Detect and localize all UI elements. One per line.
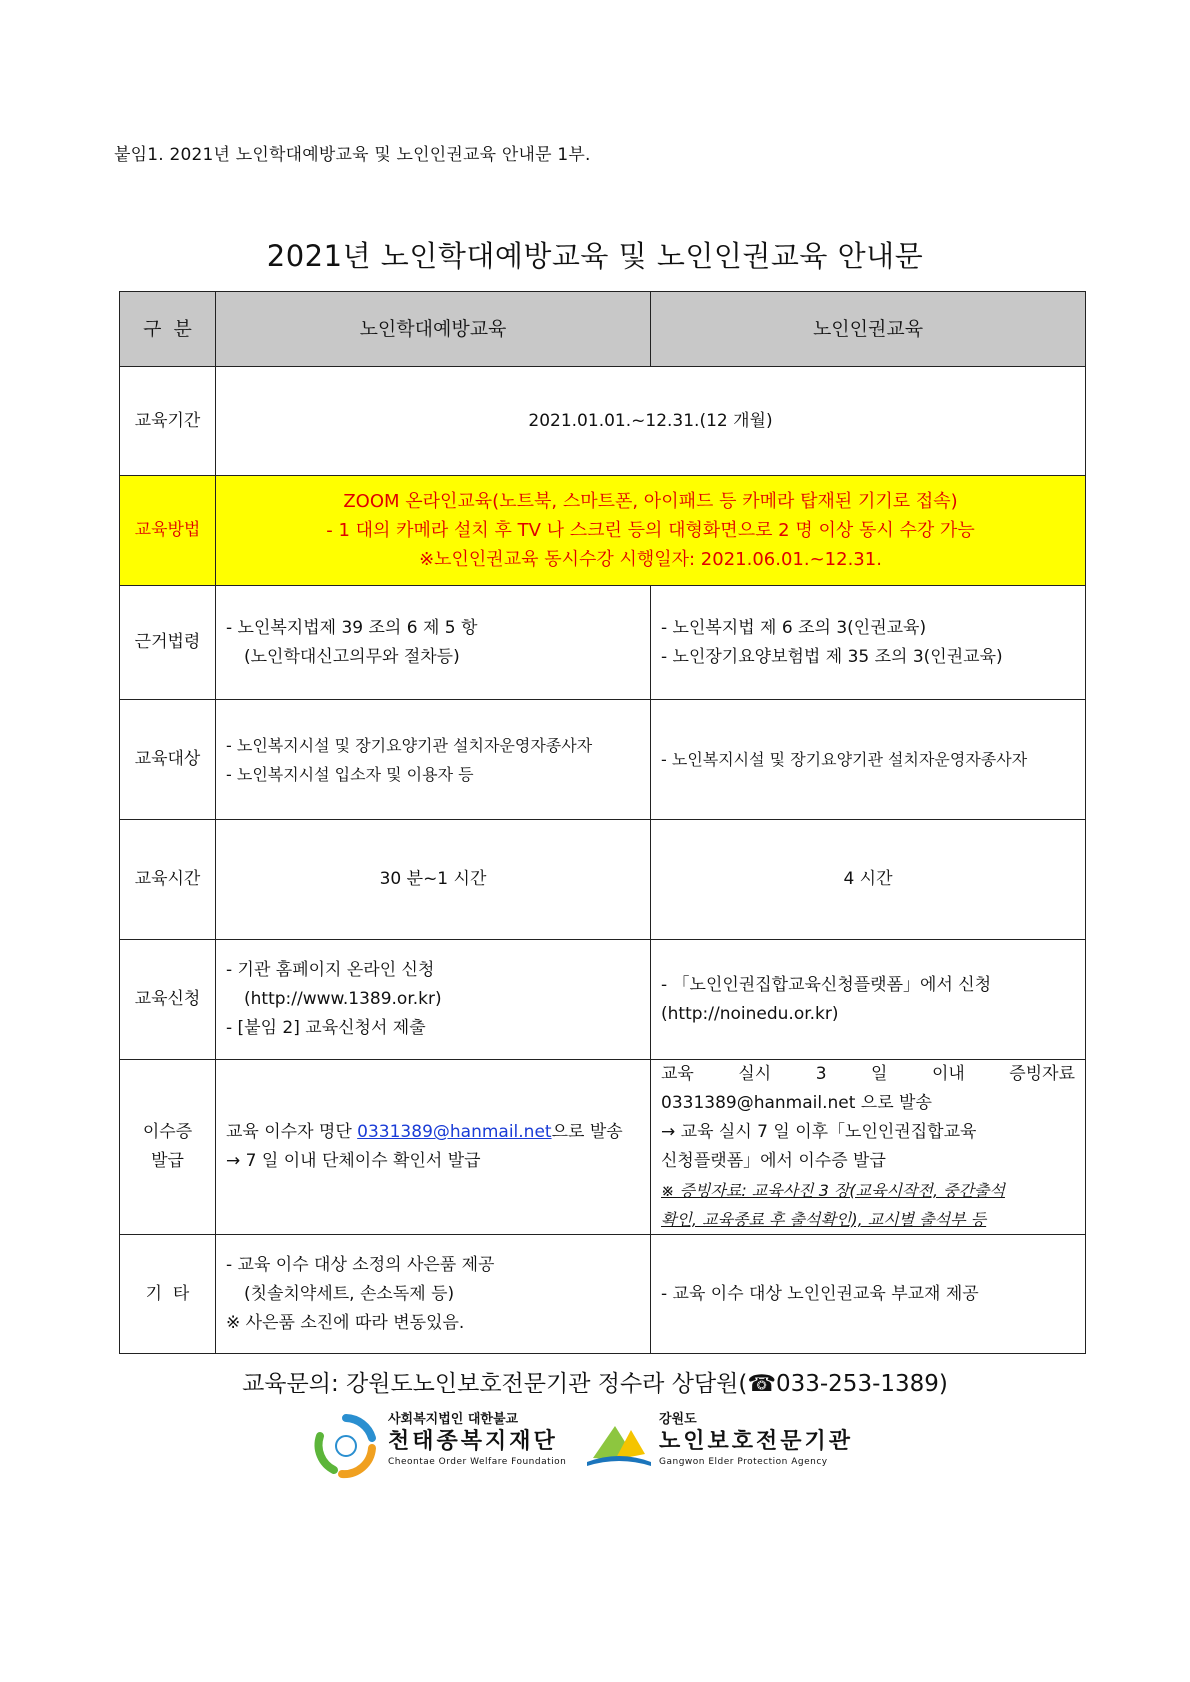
header-category: 구 분: [120, 292, 216, 367]
gangwon-logo-line-2: 노인보호전문기관: [659, 1429, 854, 1454]
certificate-right: [651, 1060, 1086, 1235]
attachment-line: 붙임1. 2021년 노인학대예방교육 및 노인인권교육 안내문 1부.: [114, 145, 591, 165]
certificate-row: [120, 1060, 1086, 1235]
cheontae-foundation-logo: [312, 1410, 577, 1482]
etc-left: [216, 1235, 651, 1354]
apply-left: [216, 940, 651, 1060]
certificate-label: [120, 1060, 216, 1235]
law-right: [651, 586, 1086, 700]
law-right-line-2: - 노인장기요양보험법 제 35 조의 3(인권교육): [661, 646, 1003, 667]
law-row: [120, 586, 1086, 700]
gangwon-emblem-icon: [585, 1420, 653, 1470]
target-left-line-1: - 노인복지시설 및 장기요양기관 설치자운영자종사자: [226, 735, 593, 755]
method-row: [120, 476, 1086, 586]
method-line-2: - 1 대의 카메라 설치 후 TV 나 스크린 등의 대형화면으로 2 명 이상 동시 수강 가능: [326, 520, 975, 541]
certificate-left: [216, 1060, 651, 1235]
logos: [312, 1410, 872, 1482]
certificate-left-line-1: [226, 1118, 640, 1147]
period-label: 교육기간: [120, 367, 216, 476]
apply-homepage-url: (http://www.1389.or.kr): [244, 989, 442, 1009]
education-info-table: [119, 291, 1086, 1354]
apply-left-line-1: - 기관 홈페이지 온라인 신청: [226, 960, 435, 980]
header-row: [120, 292, 1086, 367]
apply-left-line-3: - [붙임 2] 교육신청서 제출: [226, 1018, 426, 1038]
law-left-line-2: (노인학대신고의무와 절차등): [244, 646, 460, 667]
cheontae-logo-line-2: 천태종복지재단: [388, 1429, 558, 1454]
certificate-evidence-note-1: ※ 증빙자료: 교육사진 3 장(교육시작전, 중간출석: [661, 1181, 1005, 1200]
etc-right: [651, 1235, 1086, 1354]
certificate-right-line-3: → 교육 실시 7 일 이후「노인인권집합교육: [661, 1122, 977, 1142]
target-right-line-1: - 노인복지시설 및 장기요양기관 설치자운영자종사자: [661, 750, 1028, 769]
certificate-label-line-1: 이수증: [142, 1122, 193, 1142]
period-value: 2021.01.01.~12.31.(12 개월): [216, 367, 1086, 476]
cheontae-logo-text: [388, 1412, 578, 1468]
cheontae-logo-line-3: Cheontae Order Welfare Foundation: [388, 1457, 567, 1467]
apply-row: [120, 940, 1086, 1060]
etc-label: 기 타: [120, 1235, 216, 1354]
target-left: [216, 700, 651, 820]
target-left-line-2: - 노인복지시설 입소자 및 이용자 등: [226, 764, 474, 784]
period-row: [120, 367, 1086, 476]
duration-label: 교육시간: [120, 820, 216, 940]
method-line-1: ZOOM 온라인교육(노트북, 스마트폰, 아이패드 등 카메라 탑재된 기기로 접속): [343, 491, 958, 512]
certificate-left-prefix: 교육 이수자 명단: [226, 1122, 358, 1142]
certificate-left-suffix: 으로 발송: [551, 1122, 623, 1142]
certificate-right-line-2: 0331389@hanmail.net 으로 발송: [661, 1093, 932, 1113]
etc-row: [120, 1235, 1086, 1354]
apply-right: [651, 940, 1086, 1060]
header-human-rights: 노인인권교육: [651, 292, 1086, 367]
target-label: 교육대상: [120, 700, 216, 820]
law-left: [216, 586, 651, 700]
etc-left-line-2: (칫솔치약세트, 손소독제 등): [244, 1283, 455, 1304]
document-title: 2021년 노인학대예방교육 및 노인인권교육 안내문: [266, 239, 924, 273]
certificate-right-line-1: 교육 실시 3 일 이내 증빙자료: [661, 1064, 1075, 1084]
apply-label: 교육신청: [120, 940, 216, 1060]
gangwon-logo-text: [659, 1412, 872, 1468]
certificate-label-line-2: 발급: [151, 1151, 184, 1171]
duration-row: [120, 820, 1086, 940]
law-label: 근거법령: [120, 586, 216, 700]
certificate-evidence-note-2: 확인, 교육종료 후 출석확인), 교시별 출석부 등: [661, 1210, 987, 1229]
certificate-right-line-4: 신청플랫폼」에서 이수증 발급: [661, 1151, 886, 1171]
etc-left-line-3: ※ 사은품 소진에 따라 변동있음.: [226, 1312, 465, 1333]
etc-right-line-1: - 교육 이수 대상 노인인권교육 부교재 제공: [661, 1283, 979, 1304]
duration-left: 30 분~1 시간: [216, 820, 651, 940]
header-abuse-prevention: 노인학대예방교육: [216, 292, 651, 367]
method-value: [216, 476, 1086, 586]
duration-right: 4 시간: [651, 820, 1086, 940]
gangwon-logo-line-1: 강원도: [659, 1412, 697, 1427]
target-right: [651, 700, 1086, 820]
contact-info: 교육문의: 강원도노인보호전문기관 정수라 상담원(☎033-253-1389): [242, 1371, 948, 1397]
apply-right-line-1: - 「노인인권집합교육신청플랫폼」에서 신청: [661, 974, 992, 995]
email-link[interactable]: 0331389@hanmail.net: [357, 1122, 552, 1142]
method-line-3: ※노인인권교육 동시수강 시행일자: 2021.06.01.~12.31.: [419, 549, 882, 570]
cheontae-logo-line-1: 사회복지법인 대한불교: [388, 1412, 519, 1427]
target-row: [120, 700, 1086, 820]
law-right-line-1: - 노인복지법 제 6 조의 3(인권교육): [661, 617, 927, 638]
etc-left-line-1: - 교육 이수 대상 소정의 사은품 제공: [226, 1254, 495, 1275]
cheontae-emblem-icon: [312, 1412, 380, 1480]
certificate-left-line-2: → 7 일 이내 단체이수 확인서 발급: [226, 1151, 481, 1171]
gangwon-logo-line-3: Gangwon Elder Protection Agency: [659, 1457, 828, 1467]
gangwon-agency-logo: [585, 1410, 872, 1482]
law-left-line-1: - 노인복지법제 39 조의 6 제 5 항: [226, 617, 478, 638]
apply-platform-url: (http://noinedu.or.kr): [661, 1003, 839, 1024]
method-label: 교육방법: [120, 476, 216, 586]
